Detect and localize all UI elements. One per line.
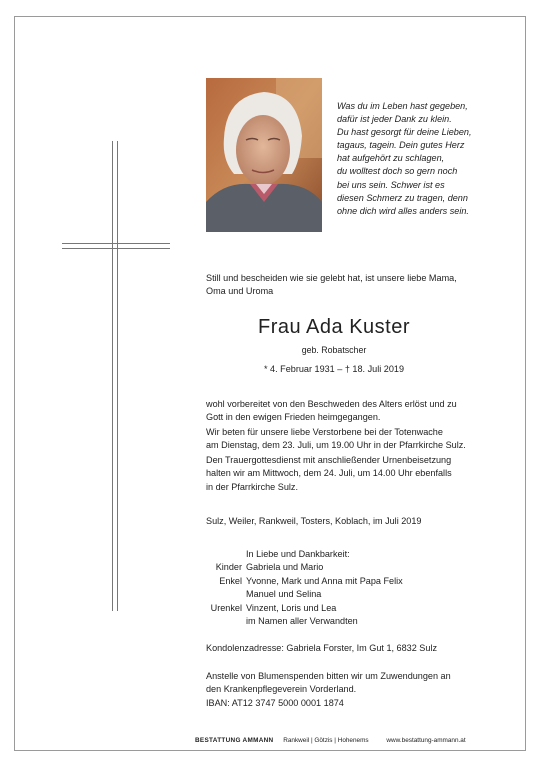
poem-line: Was du im Leben hast gegeben, bbox=[337, 101, 468, 111]
intro-line: Oma und Uroma bbox=[206, 286, 274, 297]
donation-note bbox=[206, 670, 520, 710]
donation-line: Anstelle von Blumenspenden bitten wir um Zuwendungen an bbox=[206, 671, 451, 681]
family-row bbox=[206, 575, 526, 588]
family-list bbox=[206, 548, 526, 628]
family-role: Urenkel bbox=[210, 602, 242, 613]
portrait-photo bbox=[206, 78, 322, 232]
family-members: im Namen aller Verwandten bbox=[246, 616, 358, 627]
family-members: Gabriela und Mario bbox=[246, 562, 324, 573]
family-row bbox=[206, 561, 526, 574]
paragraph-line: Gott in den ewigen Frieden heimgegangen. bbox=[206, 412, 381, 423]
family-row bbox=[206, 588, 526, 601]
poem-line: ohne dich wird alles anders sein. bbox=[337, 205, 469, 216]
paragraph-line: in der Pfarrkirche Sulz. bbox=[206, 481, 298, 492]
paragraph-line: halten wir am Mittwoch, dem 24. Juli, um 14.00 Uhr ebenfalls bbox=[206, 468, 452, 479]
paragraph-passing bbox=[206, 398, 520, 425]
family-role: Kinder bbox=[215, 562, 242, 573]
poem bbox=[337, 100, 517, 218]
intro-line: Still und bescheiden wie sie gelebt hat, ist unsere liebe Mama, bbox=[206, 273, 457, 283]
iban-line: IBAN: AT12 3747 5000 0001 1874 bbox=[206, 697, 344, 708]
funeral-home-brand: BESTATTUNG AMMANN bbox=[195, 737, 274, 744]
intro-text bbox=[206, 272, 516, 299]
poem-line: diesen Schmerz zu tragen, denn bbox=[337, 192, 468, 203]
poem-line: du wolltest doch so gern noch bbox=[337, 166, 458, 177]
family-members: Yvonne, Mark und Anna mit Papa Felix bbox=[246, 575, 403, 586]
deceased-name: Frau Ada Kuster bbox=[257, 316, 411, 338]
paragraph-funeral bbox=[206, 454, 520, 494]
born-name: geb. Robatscher bbox=[301, 345, 367, 355]
poem-line: Du hast gesorgt für deine Lieben, bbox=[337, 127, 472, 138]
place-date: Sulz, Weiler, Rankweil, Tosters, Koblach, im Juli 2019 bbox=[206, 516, 422, 526]
poem-line: hat aufgehört zu schlagen, bbox=[337, 153, 445, 164]
family-row bbox=[206, 602, 526, 615]
paragraph-line: wohl vorbereitet von den Beschweden des Alters erlöst und zu bbox=[206, 399, 457, 409]
paragraph-line: Den Trauergottesdienst mit anschließender Urnenbeisetzung bbox=[206, 455, 452, 465]
life-dates: * 4. Februar 1931 – † 18. Juli 2019 bbox=[263, 364, 405, 374]
family-role bbox=[206, 615, 246, 628]
family-role bbox=[206, 588, 246, 601]
donation-line: den Krankenpflegeverein Vorderland. bbox=[206, 684, 357, 695]
family-role: Enkel bbox=[219, 575, 242, 586]
poem-line: dafür ist jeder Dank zu klein. bbox=[337, 114, 452, 125]
paragraph-wake bbox=[206, 426, 520, 453]
footer bbox=[195, 737, 466, 744]
family-heading: In Liebe und Dankbarkeit: bbox=[246, 549, 350, 559]
family-members: Vinzent, Loris und Lea bbox=[246, 602, 337, 613]
funeral-home-locations: Rankweil | Götzis | Hohenems bbox=[283, 737, 369, 744]
poem-line: bei uns sein. Schwer ist es bbox=[337, 179, 445, 190]
poem-line: tagaus, tagein. Dein gutes Herz bbox=[337, 140, 465, 151]
funeral-home-website: www.bestattung-ammann.at bbox=[386, 737, 466, 744]
paragraph-line: Wir beten für unsere liebe Verstorbene bei der Totenwache bbox=[206, 427, 443, 437]
family-row bbox=[206, 615, 526, 628]
paragraph-line: am Dienstag, dem 23. Juli, um 19.00 Uhr in der Pfarrkirche Sulz. bbox=[206, 440, 466, 451]
condolence-address: Kondolenzadresse: Gabriela Forster, Im Gut 1, 6832 Sulz bbox=[206, 643, 438, 653]
family-members: Manuel und Selina bbox=[246, 589, 322, 600]
